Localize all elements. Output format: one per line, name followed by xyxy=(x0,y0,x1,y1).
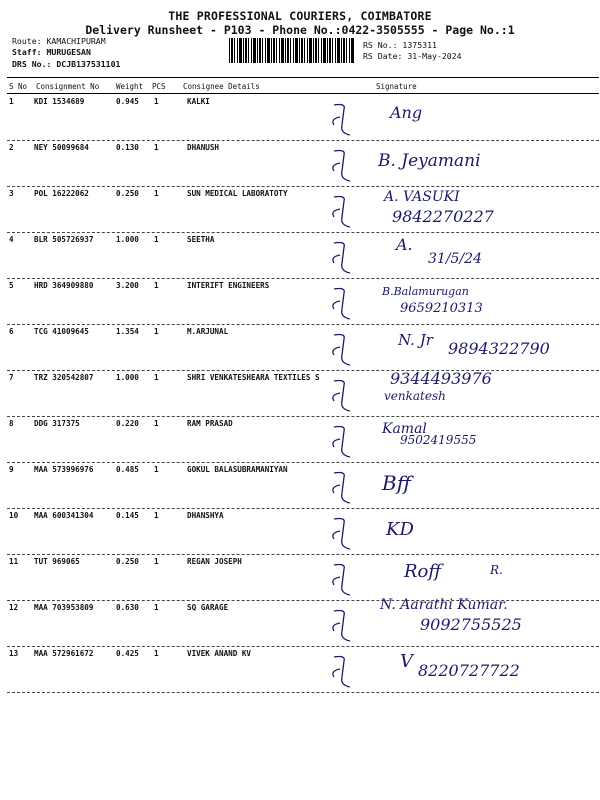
signature-area xyxy=(300,95,600,141)
cell-sno: 9 xyxy=(9,465,14,474)
cell-pcs: 1 xyxy=(154,143,159,152)
cell-consignment-no: TCG 41009645 xyxy=(34,327,89,336)
table-row xyxy=(0,187,600,233)
cell-weight: 1.000 xyxy=(116,235,139,244)
handwritten-signature: Kamal xyxy=(382,421,427,437)
signature-stroke xyxy=(300,463,600,509)
cell-consignee: KALKI xyxy=(187,97,210,106)
col-consignee: Consignee Details xyxy=(183,82,260,91)
header-rule-bottom xyxy=(7,93,599,94)
handwritten-signature: 9659210313 xyxy=(400,301,483,316)
signature-area xyxy=(300,371,600,417)
cell-consignment-no: DDG 317375 xyxy=(34,419,80,428)
cell-weight: 0.220 xyxy=(116,419,139,428)
cell-consignee: REGAN JOSEPH xyxy=(187,557,242,566)
signature-stroke xyxy=(300,95,600,141)
table-row xyxy=(0,647,600,693)
cell-weight: 0.485 xyxy=(116,465,139,474)
cell-sno: 13 xyxy=(9,649,19,658)
cell-consignment-no: TUT 969065 xyxy=(34,557,80,566)
handwritten-signature: 9502419555 xyxy=(400,433,477,447)
handwritten-signature: V xyxy=(400,651,413,672)
handwritten-signature: 9894322790 xyxy=(448,339,550,358)
cell-pcs: 1 xyxy=(154,189,159,198)
signature-area xyxy=(300,555,600,601)
handwritten-signature: 8220727722 xyxy=(418,661,520,680)
cell-consignment-no: MAA 703953809 xyxy=(34,603,94,612)
table-row xyxy=(0,279,600,325)
handwritten-signature: R. xyxy=(490,563,503,577)
table-row xyxy=(0,325,600,371)
col-sno: S No xyxy=(9,82,28,91)
signature-area xyxy=(300,509,600,555)
cell-pcs: 1 xyxy=(154,465,159,474)
table-row xyxy=(0,233,600,279)
signature-area xyxy=(300,187,600,233)
cell-sno: 11 xyxy=(9,557,19,566)
table-row xyxy=(0,417,600,463)
handwritten-signature: KD xyxy=(386,519,414,540)
cell-consignee: RAM PRASAD xyxy=(187,419,233,428)
signature-area xyxy=(300,463,600,509)
cell-pcs: 1 xyxy=(154,557,159,566)
cell-consignment-no: MAA 573996976 xyxy=(34,465,94,474)
col-consignment: Consignment No xyxy=(36,82,100,91)
cell-pcs: 1 xyxy=(154,419,159,428)
table-row xyxy=(0,95,600,141)
cell-sno: 7 xyxy=(9,373,14,382)
handwritten-signature: A. VASUKI xyxy=(384,189,460,205)
cell-consignment-no: BLR 505726937 xyxy=(34,235,94,244)
rs-date: RS Date: 31-May-2024 xyxy=(363,51,462,61)
handwritten-signature: N. Aarathi Kumar. xyxy=(380,597,508,613)
cell-consignee: SHRI VENKATESHEARA TEXTILES S xyxy=(187,373,320,382)
handwritten-signature: Roff xyxy=(404,561,442,582)
rs-number: RS No.: 1375311 xyxy=(363,40,437,50)
cell-sno: 8 xyxy=(9,419,14,428)
handwritten-signature: 9842270227 xyxy=(392,207,494,226)
cell-weight: 1.354 xyxy=(116,327,139,336)
table-row xyxy=(0,141,600,187)
cell-consignee: SUN MEDICAL LABORATOTY xyxy=(187,189,288,198)
cell-consignment-no: NEY 50099684 xyxy=(34,143,89,152)
cell-sno: 2 xyxy=(9,143,14,152)
cell-consignment-no: KDI 1534689 xyxy=(34,97,85,106)
cell-weight: 0.130 xyxy=(116,143,139,152)
signature-stroke xyxy=(300,509,600,555)
cell-consignment-no: POL 16222062 xyxy=(34,189,89,198)
col-weight: Weight xyxy=(116,82,144,91)
cell-pcs: 1 xyxy=(154,603,159,612)
table-row xyxy=(0,597,600,647)
cell-consignment-no: MAA 600341304 xyxy=(34,511,94,520)
signature-area xyxy=(300,325,600,371)
cell-pcs: 1 xyxy=(154,511,159,520)
cell-consignment-no: MAA 572961672 xyxy=(34,649,94,658)
cell-pcs: 1 xyxy=(154,373,159,382)
cell-pcs: 1 xyxy=(154,235,159,244)
route-label: Route: KAMACHIPURAM xyxy=(12,36,106,46)
cell-sno: 10 xyxy=(9,511,19,520)
cell-consignee: GOKUL BALASUBRAMANIYAN xyxy=(187,465,288,474)
cell-sno: 6 xyxy=(9,327,14,336)
handwritten-signature: venkatesh xyxy=(384,389,446,403)
cell-weight: 0.425 xyxy=(116,649,139,658)
handwritten-signature: B. Jeyamani xyxy=(378,151,481,171)
cell-sno: 3 xyxy=(9,189,14,198)
runsheet-title: Delivery Runsheet - P103 - Phone No.:0422-3505555 - Page No.:1 xyxy=(85,23,515,37)
cell-sno: 12 xyxy=(9,603,19,612)
header-rule-top xyxy=(7,77,599,78)
cell-consignee: SQ GARAGE xyxy=(187,603,229,612)
col-pcs: PCS xyxy=(152,82,166,91)
handwritten-signature: N. Jr xyxy=(398,331,433,349)
cell-consignment-no: TRZ 320542807 xyxy=(34,373,94,382)
cell-pcs: 1 xyxy=(154,281,159,290)
cell-consignee: DHANSHYA xyxy=(187,511,224,520)
cell-weight: 3.200 xyxy=(116,281,139,290)
cell-pcs: 1 xyxy=(154,327,159,336)
cell-consignee: INTERIFT ENGINEERS xyxy=(187,281,270,290)
table-row xyxy=(0,509,600,555)
col-signature: Signature xyxy=(376,82,417,91)
cell-consignment-no: HRD 364909880 xyxy=(34,281,94,290)
table-row xyxy=(0,371,600,417)
handwritten-signature: 9092755525 xyxy=(420,615,522,634)
cell-weight: 1.000 xyxy=(116,373,139,382)
signature-area xyxy=(300,279,600,325)
company-title: THE PROFESSIONAL COURIERS, COIMBATORE xyxy=(168,9,432,23)
handwritten-signature: Bff xyxy=(382,471,411,495)
drs-number: DRS No.: DCJB137531101 xyxy=(12,59,121,69)
cell-sno: 5 xyxy=(9,281,14,290)
signature-area xyxy=(300,233,600,279)
signature-area xyxy=(300,597,600,647)
handwritten-signature: A. xyxy=(396,235,413,254)
barcode xyxy=(229,38,354,63)
table-row xyxy=(0,555,600,601)
cell-consignee: M.ARJUNAL xyxy=(187,327,229,336)
signature-area xyxy=(300,141,600,187)
cell-weight: 0.630 xyxy=(116,603,139,612)
cell-consignee: VIVEK ANAND KV xyxy=(187,649,252,658)
cell-weight: 0.145 xyxy=(116,511,139,520)
table-row xyxy=(0,463,600,509)
signature-area xyxy=(300,417,600,463)
row-divider xyxy=(7,692,599,693)
cell-consignee: SEETHA xyxy=(187,235,215,244)
handwritten-signature: 31/5/24 xyxy=(428,251,482,267)
signature-area xyxy=(300,647,600,693)
cell-sno: 1 xyxy=(9,97,14,106)
cell-pcs: 1 xyxy=(154,97,159,106)
handwritten-signature: Ang xyxy=(390,103,423,122)
cell-weight: 0.250 xyxy=(116,189,139,198)
cell-weight: 0.945 xyxy=(116,97,139,106)
staff-label: Staff: MURUGESAN xyxy=(12,47,91,57)
signature-stroke xyxy=(300,555,600,601)
cell-pcs: 1 xyxy=(154,649,159,658)
cell-weight: 0.250 xyxy=(116,557,139,566)
cell-consignee: DHANUSH xyxy=(187,143,220,152)
handwritten-signature: B.Balamurugan xyxy=(382,285,469,298)
handwritten-signature: 9344493976 xyxy=(390,369,492,388)
cell-sno: 4 xyxy=(9,235,14,244)
